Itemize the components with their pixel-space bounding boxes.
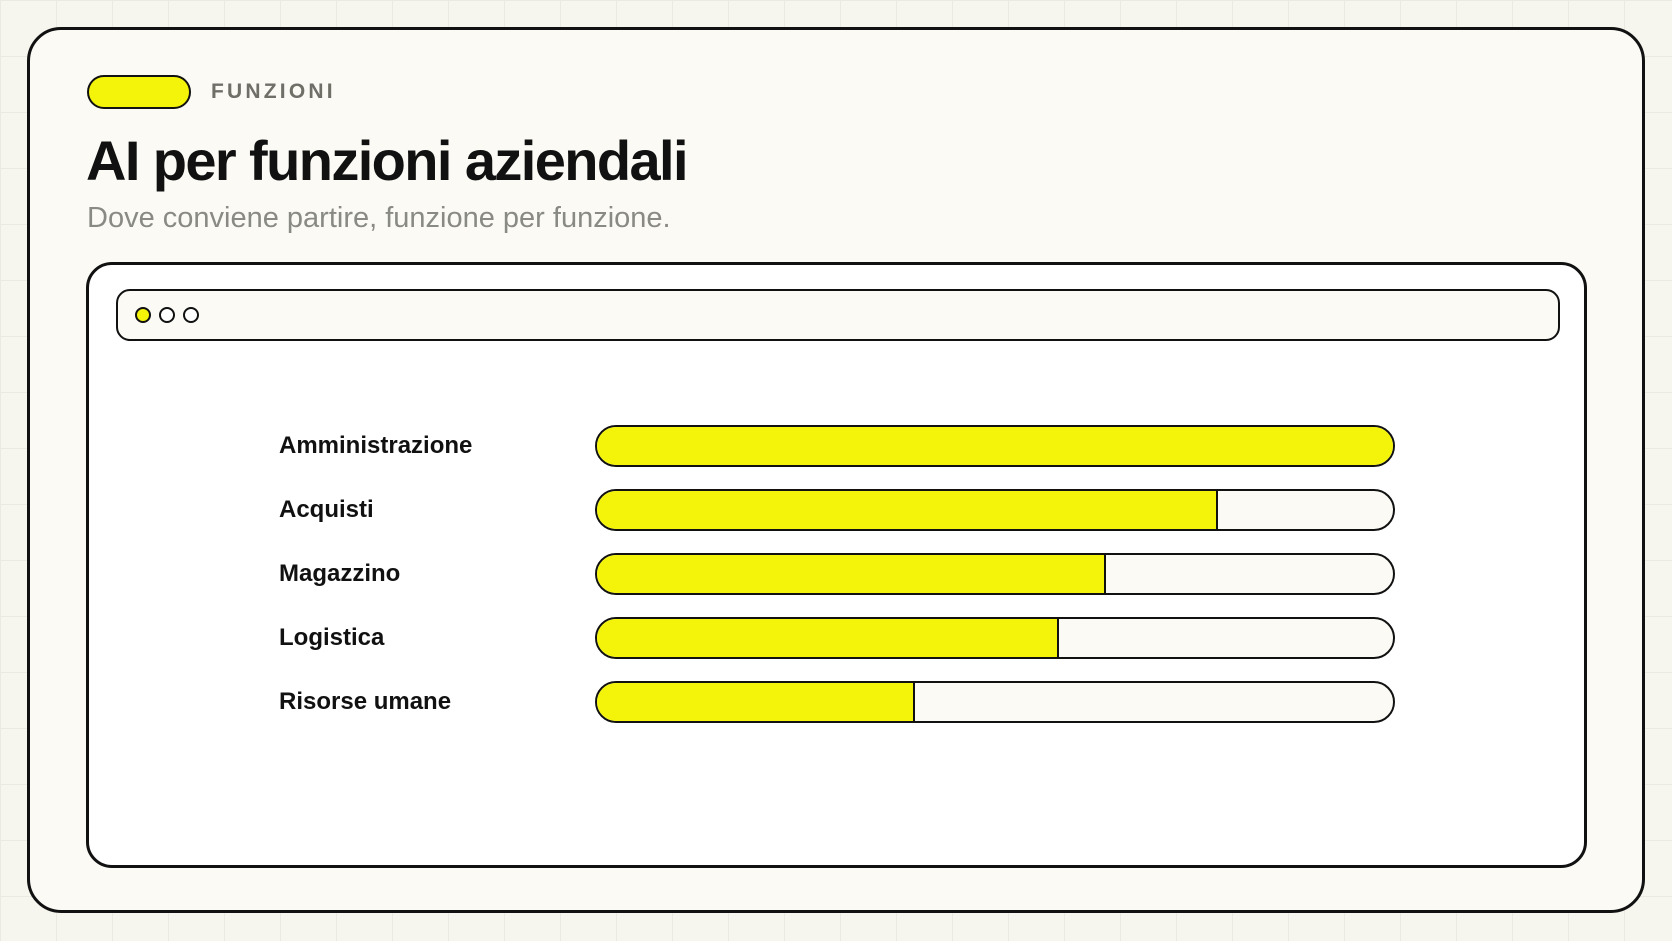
bar-label: Logistica [279,624,385,651]
bar-track [595,681,1395,723]
bar-fill [597,683,915,721]
bar-fill [597,427,1393,465]
bar-track [595,425,1395,467]
browser-window [86,262,1587,868]
bar-row [89,617,1590,659]
bar-track [595,617,1395,659]
bar-label: Acquisti [279,496,374,523]
slide-card [27,27,1645,913]
bar-label: Risorse umane [279,688,452,715]
bar-row [89,553,1590,595]
eyebrow-pill [87,75,191,109]
eyebrow-label: FUNZIONI [211,80,336,103]
bar-chart [89,265,1590,871]
bar-row [89,681,1590,723]
page-title: AI per funzioni aziendali [86,129,687,192]
bar-label: Amministrazione [279,432,473,459]
page-subtitle: Dove conviene partire, funzione per funzione. [87,202,671,234]
bar-track [595,489,1395,531]
bar-row [89,489,1590,531]
bar-track [595,553,1395,595]
bar-fill [597,619,1059,657]
bar-label: Magazzino [279,560,401,587]
eyebrow [87,75,336,109]
bar-fill [597,491,1218,529]
bar-row [89,425,1590,467]
bar-fill [597,555,1106,593]
